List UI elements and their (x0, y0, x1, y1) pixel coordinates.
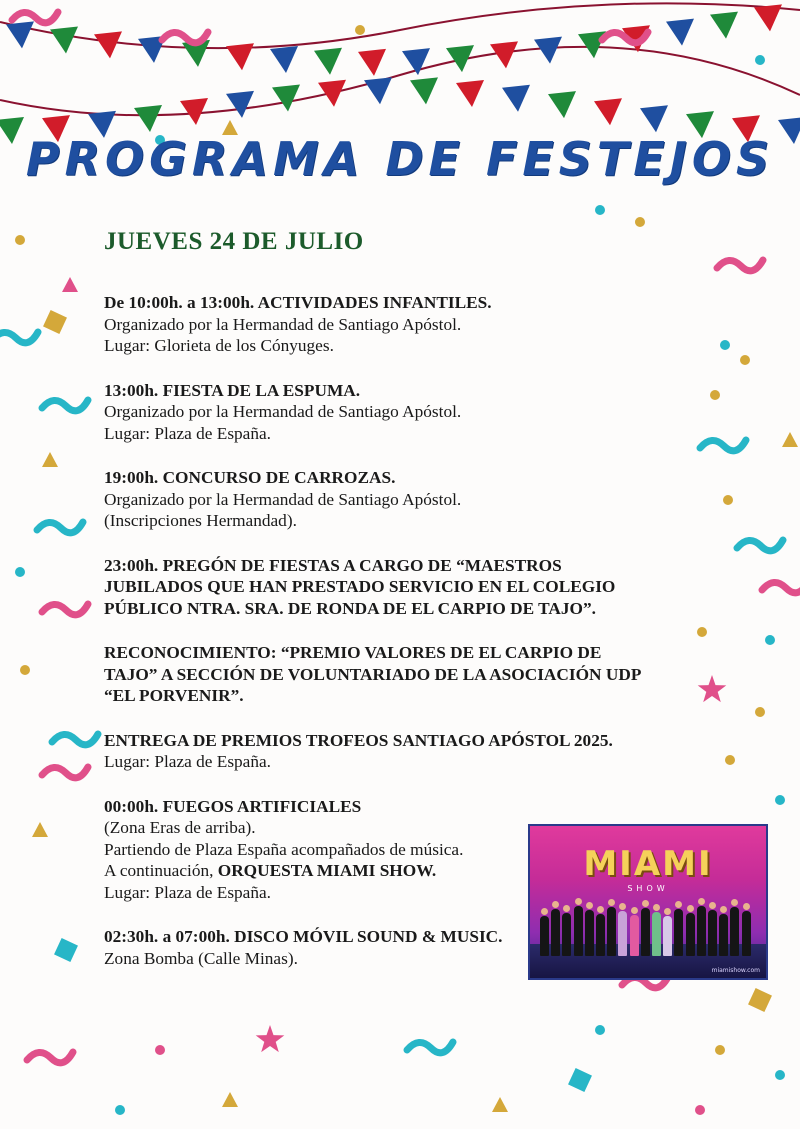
event-line: RECONOCIMIENTO: “PREMIO VALORES DE EL CARPIO DE (104, 643, 602, 662)
band-member (686, 913, 695, 956)
bunting-flag (640, 105, 668, 132)
bunting-flag (754, 4, 782, 31)
band-member (585, 910, 594, 956)
confetti-triangle (62, 277, 78, 292)
poster-subtitle: SHOW (627, 884, 669, 893)
bunting-flag (410, 77, 438, 104)
event-line: Lugar: Glorieta de los Cónyuges. (104, 336, 334, 355)
confetti-triangle (42, 452, 58, 467)
confetti-square (568, 1068, 592, 1092)
confetti-ribbon (37, 522, 83, 533)
confetti-star (698, 675, 727, 702)
bunting-flag (358, 49, 386, 76)
event-block (104, 380, 694, 445)
band-member (697, 906, 706, 956)
confetti-dot (595, 1025, 605, 1035)
confetti-dot (697, 627, 707, 637)
bunting-flag (270, 46, 298, 73)
confetti-ribbon (737, 540, 783, 551)
confetti-triangle (32, 822, 48, 837)
band-member (663, 916, 672, 956)
bunting-flag (548, 91, 576, 118)
event-line: Partiendo de Plaza España acompañados de música. (104, 839, 464, 859)
confetti-dot (635, 217, 645, 227)
confetti-dot (695, 1105, 705, 1115)
confetti-dot (775, 795, 785, 805)
event-line: 13:00h. FIESTA DE LA ESPUMA. (104, 380, 361, 400)
bunting-flag (226, 91, 254, 118)
event-line: Lugar: Plaza de España. (104, 752, 271, 771)
confetti-dot (720, 340, 730, 350)
event-line: ENTREGA DE PREMIOS TROFEOS SANTIAGO APÓSTOL 2025. (104, 730, 613, 750)
confetti-dot (715, 1045, 725, 1055)
bunting-flag (666, 19, 694, 46)
bunting-flag (594, 98, 622, 125)
bunting-flag (180, 98, 208, 125)
event-line: A continuación, ORQUESTA MIAMI SHOW. (104, 861, 437, 880)
bunting-flag (534, 37, 562, 64)
band-member (574, 906, 583, 956)
bunting-flag (364, 77, 392, 104)
event-line: Organizado por la Hermandad de Santiago Apóstol. (104, 489, 462, 509)
band-member (630, 915, 639, 956)
poster-logo: MIAMI (583, 844, 713, 884)
band-member (596, 914, 605, 956)
event-block (104, 730, 694, 773)
event-line: Zona Bomba (Calle Minas). (104, 948, 298, 968)
page-title: PROGRAMA DE FESTEJOS (25, 132, 775, 186)
event-line: Organizado por la Hermandad de Santiago Apóstol. (104, 314, 462, 334)
confetti-ribbon (700, 440, 746, 451)
confetti-dot (710, 390, 720, 400)
bunting-flag (490, 41, 518, 68)
band-member (641, 908, 650, 956)
confetti-ribbon (0, 332, 38, 343)
event-line: (Inscripciones Hermandad). (104, 511, 297, 530)
event-block (104, 292, 694, 357)
bunting-flag (402, 48, 430, 75)
confetti-ribbon (42, 767, 88, 778)
confetti-dot (115, 1105, 125, 1115)
event-line: Organizado por la Hermandad de Santiago Apóstol. (104, 402, 462, 421)
band-member (708, 910, 717, 956)
event-line: PÚBLICO NTRA. SRA. DE RONDA DE EL CARPIO DE TAJO”. (104, 598, 596, 618)
event-line: 19:00h. CONCURSO DE CARROZAS. (104, 468, 396, 487)
band-member (607, 907, 616, 956)
confetti-ribbon (27, 1052, 73, 1063)
bunting-flag (134, 105, 162, 132)
confetti-ribbon (762, 582, 800, 593)
confetti-triangle (782, 432, 798, 447)
event-line: “EL PORVENIR”. (104, 686, 244, 705)
confetti-dot (725, 755, 735, 765)
band-member (551, 909, 560, 956)
confetti-ribbon (52, 734, 98, 745)
confetti-ribbon (12, 12, 58, 23)
confetti-dot (595, 205, 605, 215)
confetti-dot (15, 235, 25, 245)
bunting-flag (226, 43, 254, 70)
confetti-dot (755, 55, 765, 65)
bunting-flag (710, 12, 738, 39)
band-member (730, 907, 739, 956)
bunting-flag (50, 26, 78, 53)
band-member (719, 914, 728, 956)
band-member (618, 911, 627, 956)
confetti-ribbon (162, 32, 208, 43)
confetti-dot (155, 1045, 165, 1055)
event-line: JUBILADOS QUE HAN PRESTADO SERVICIO EN EL COLEGIO (104, 577, 616, 596)
event-line: Lugar: Plaza de España. (104, 423, 271, 443)
confetti-dot (740, 355, 750, 365)
confetti-ribbon (42, 604, 88, 615)
event-line: (Zona Eras de arriba). (104, 818, 256, 837)
event-block (104, 555, 694, 620)
bunting-flag (272, 84, 300, 111)
confetti-dot (755, 707, 765, 717)
event-line: De 10:00h. a 13:00h. ACTIVIDADES INFANTILES. (104, 293, 492, 312)
band-member (562, 913, 571, 956)
bunting-flag (94, 31, 122, 58)
confetti-ribbon (717, 260, 763, 271)
band-members (540, 896, 756, 956)
confetti-triangle (492, 1097, 508, 1112)
event-line: 02:30h. a 07:00h. DISCO MÓVIL SOUND & MUSIC. (104, 927, 503, 946)
miami-show-poster (528, 824, 768, 980)
event-line: 23:00h. PREGÓN DE FIESTAS A CARGO DE “MAESTROS (104, 555, 562, 575)
confetti-square (748, 988, 772, 1012)
confetti-ribbon (42, 400, 88, 411)
band-member (652, 912, 661, 956)
bunting-flag (6, 21, 34, 48)
confetti-dot (723, 495, 733, 505)
confetti-star (256, 1025, 285, 1052)
confetti-square (43, 310, 67, 334)
event-line: Lugar: Plaza de España. (104, 882, 271, 902)
band-member (540, 916, 549, 956)
confetti-dot (355, 25, 365, 35)
event-block (104, 642, 694, 707)
bunting-flag (502, 85, 530, 112)
event-block (104, 467, 694, 532)
confetti-dot (15, 567, 25, 577)
bunting-flag (314, 48, 342, 75)
confetti-dot (765, 635, 775, 645)
band-member (674, 909, 683, 956)
poster-footer: miamishow.com (711, 967, 760, 974)
confetti-triangle (222, 1092, 238, 1107)
confetti-dot (20, 665, 30, 675)
confetti-square (54, 938, 78, 962)
bunting-flag (456, 80, 484, 107)
event-line: 00:00h. FUEGOS ARTIFICIALES (104, 796, 362, 816)
band-member (742, 911, 751, 956)
event-date-heading: JUEVES 24 DE JULIO (104, 228, 364, 255)
bunting-flag (318, 80, 346, 107)
confetti-dot (775, 1070, 785, 1080)
confetti-ribbon (407, 1042, 453, 1053)
event-line: TAJO” A SECCIÓN DE VOLUNTARIADO DE LA ASOCIACIÓN UDP (104, 664, 642, 684)
